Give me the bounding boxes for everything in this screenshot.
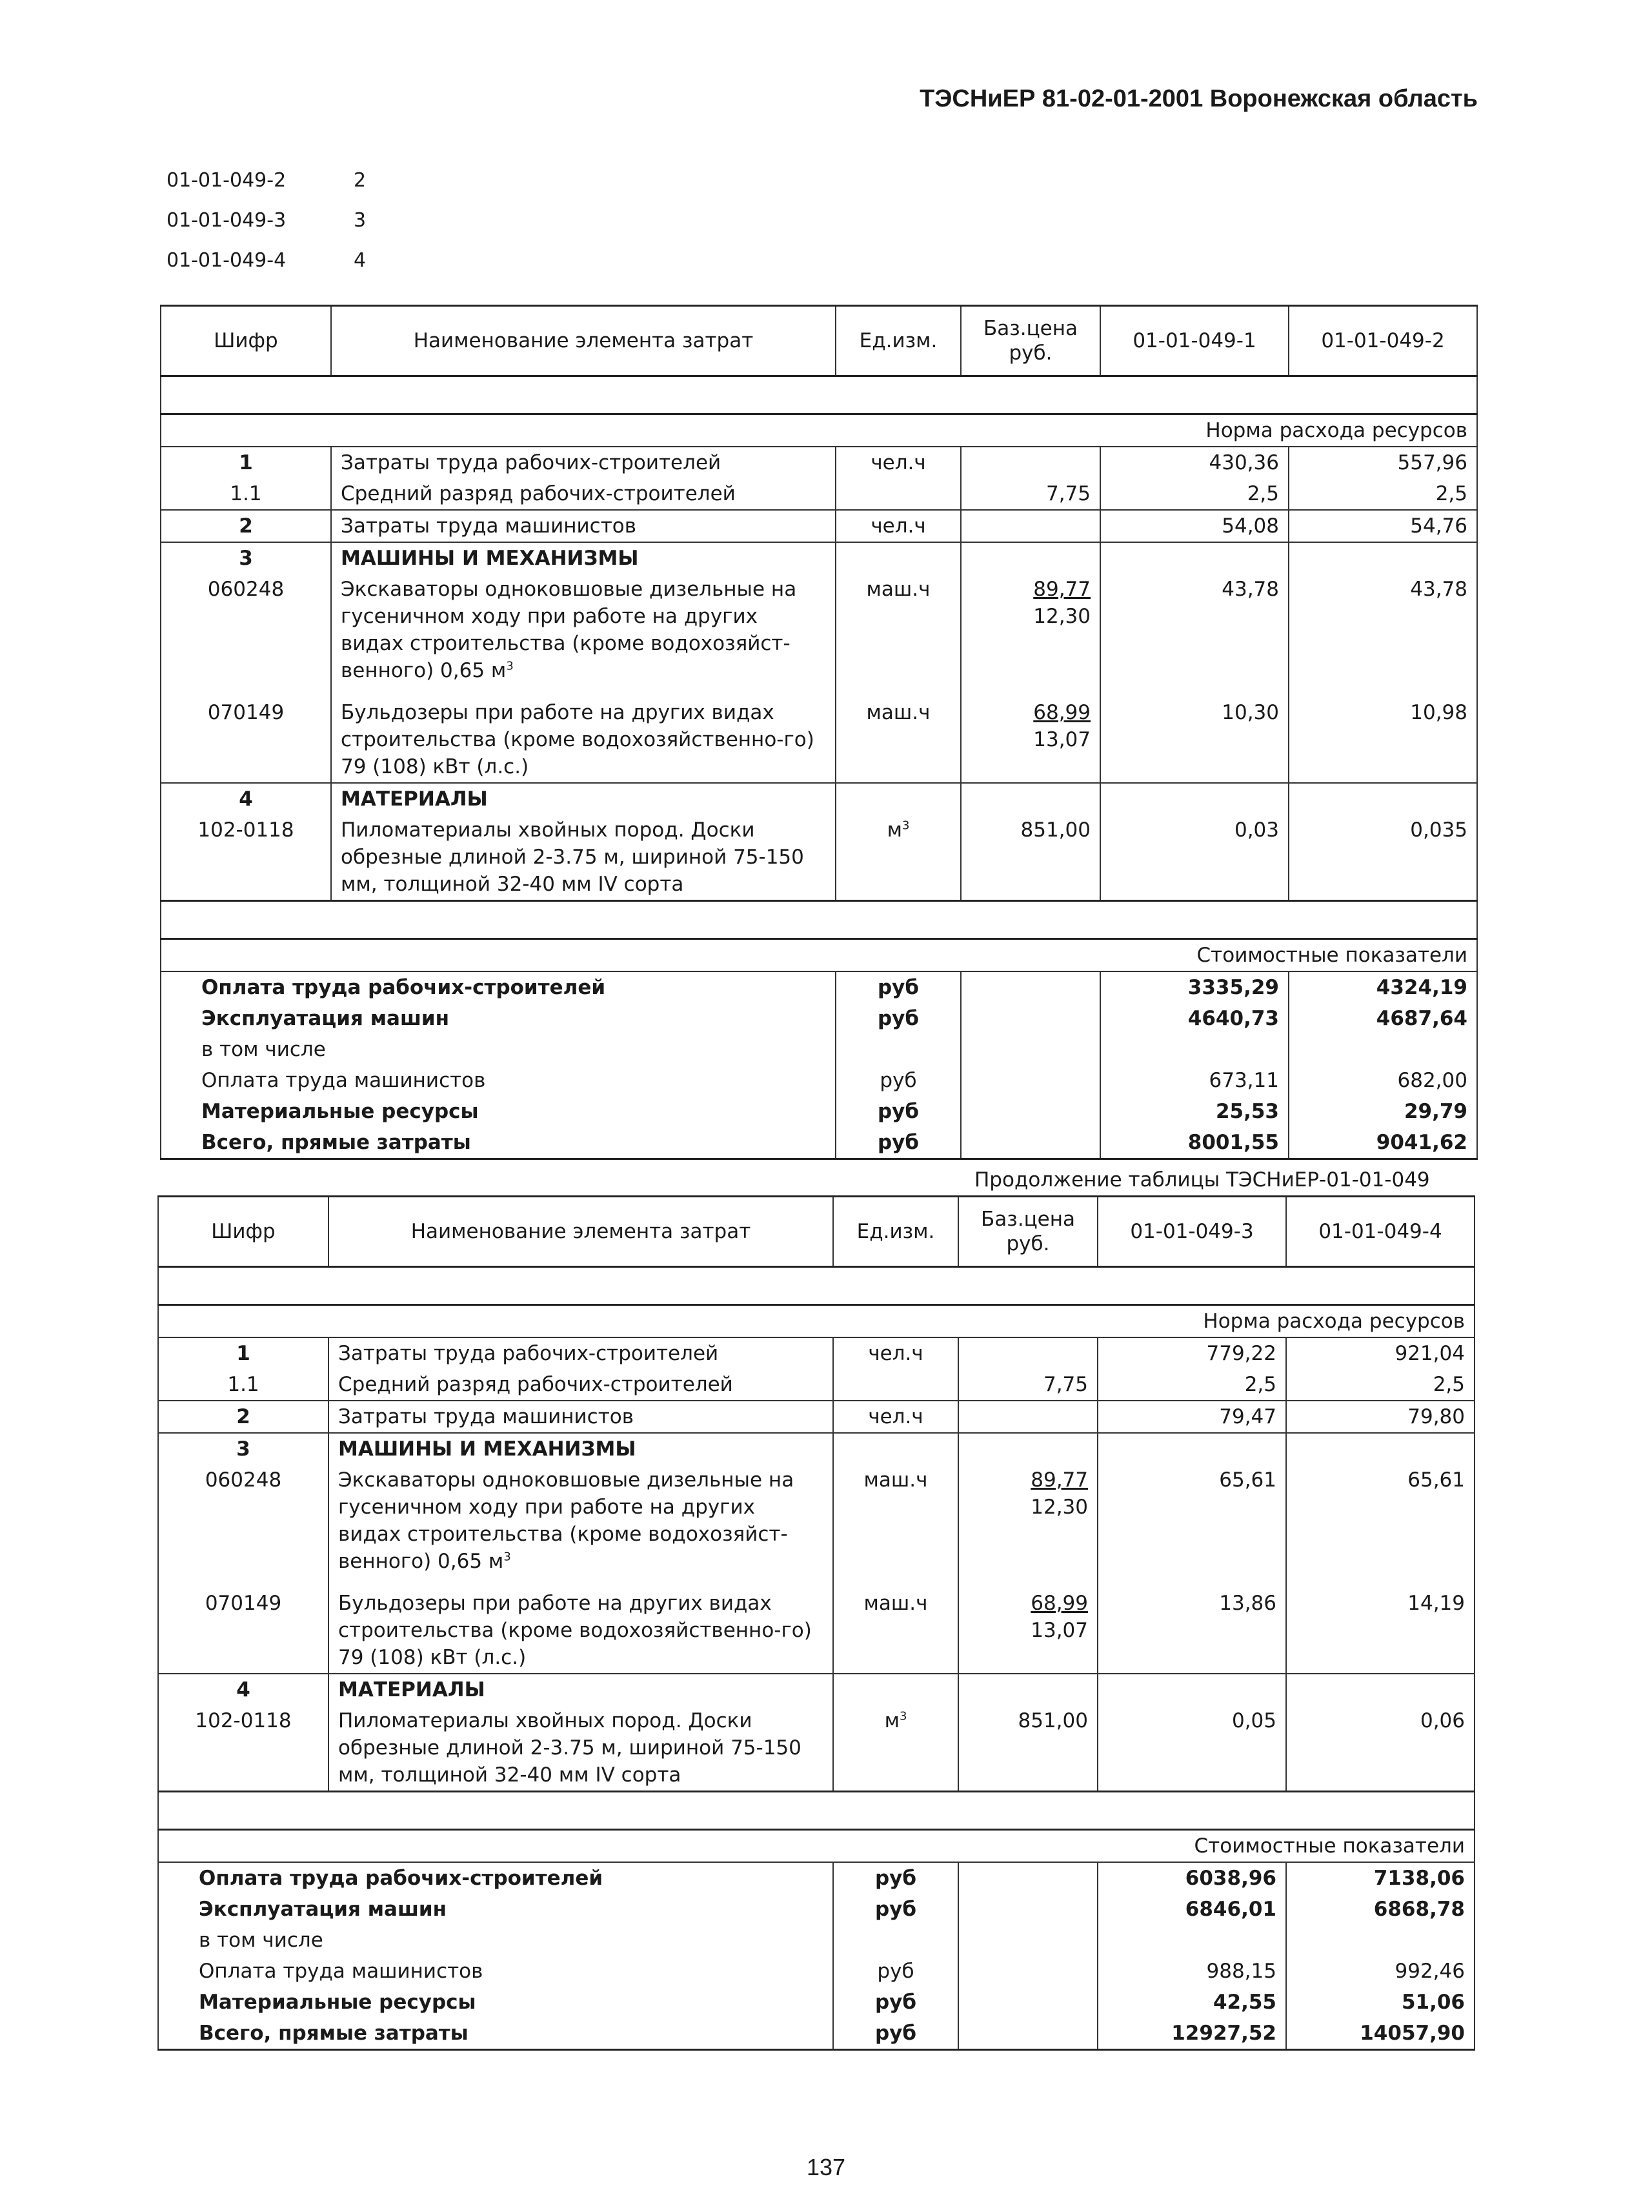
- row-unit: чел.ч: [836, 447, 961, 478]
- cost-row: [158, 1956, 1475, 1987]
- row-unit: [836, 478, 961, 510]
- row-value-b: 2,5: [1289, 478, 1477, 510]
- code: 01-01-049-2: [166, 169, 287, 192]
- col-header-price: Баз.цена руб.: [958, 1197, 1098, 1267]
- row-unit: чел.ч: [833, 1401, 958, 1433]
- row-value-b: 0,035: [1289, 815, 1477, 901]
- row-unit: $м^3$: [836, 815, 961, 901]
- row-cipher: 1: [158, 1337, 328, 1369]
- cost-value-a: 6846,01: [1098, 1894, 1286, 1925]
- cost-unit: руб: [836, 1096, 961, 1127]
- cost-unit: руб: [833, 1862, 958, 1894]
- table-row: [161, 815, 1477, 901]
- row-value-b: 921,04: [1286, 1337, 1475, 1369]
- col-header-code-b: 01-01-049-4: [1286, 1197, 1475, 1267]
- cost-label: Оплата труда рабочих-строителей: [158, 1862, 833, 1894]
- row-cipher: 4: [158, 1674, 328, 1705]
- row-name: Затраты труда рабочих-строителей: [331, 447, 836, 478]
- cost-value-a: 6038,96: [1098, 1862, 1286, 1894]
- row-value-b: 10,98: [1289, 686, 1477, 783]
- cost-value-b: 9041,62: [1289, 1127, 1477, 1159]
- row-price: 89,77 12,30: [958, 1465, 1098, 1577]
- cost-label: Оплата труда рабочих-строителей: [161, 971, 836, 1003]
- row-name: Затраты труда рабочих-строителей: [328, 1337, 833, 1369]
- cost-label: Эксплуатация машин: [158, 1894, 833, 1925]
- table-row: [161, 510, 1477, 542]
- row-cipher: 1: [161, 447, 331, 478]
- row-unit: [833, 1369, 958, 1401]
- cost-label: Материальные ресурсы: [158, 1987, 833, 2018]
- cost-unit: руб: [836, 971, 961, 1003]
- section-cost-label: Стоимостные показатели: [161, 939, 1477, 972]
- row-price: 68,99 13,07: [958, 1577, 1098, 1674]
- row-unit: чел.ч: [836, 510, 961, 542]
- code-list-item: [166, 169, 366, 209]
- code-list: [166, 169, 366, 289]
- row-value-b: 65,61: [1286, 1465, 1475, 1577]
- row-name: Средний разряд рабочих-строителей: [331, 478, 836, 510]
- table-row: [161, 783, 1477, 815]
- section-cost-row: [161, 939, 1477, 972]
- row-cipher: 070149: [158, 1577, 328, 1674]
- row-name: Затраты труда машинистов: [328, 1401, 833, 1433]
- cost-value-b: 51,06: [1286, 1987, 1475, 2018]
- row-value-b: 557,96: [1289, 447, 1477, 478]
- row-cipher: 2: [158, 1401, 328, 1433]
- col-header-unit: Ед.изм.: [833, 1197, 958, 1267]
- col-header-unit: Ед.изм.: [836, 306, 961, 376]
- row-price: [961, 510, 1100, 542]
- table-row: [158, 1433, 1475, 1465]
- cost-value-a: 4640,73: [1100, 1003, 1289, 1034]
- row-price: 851,00: [961, 815, 1100, 901]
- table-row: [158, 1577, 1475, 1674]
- row-value-a: 13,86: [1098, 1577, 1286, 1674]
- row-value-b: 0,06: [1286, 1705, 1475, 1792]
- row-name: Средний разряд рабочих-строителей: [328, 1369, 833, 1401]
- cost-row: [158, 2018, 1475, 2050]
- table-spacer-row: [161, 376, 1477, 414]
- col-header-name: Наименование элемента затрат: [328, 1197, 833, 1267]
- table-row: [161, 447, 1477, 478]
- code-number: 3: [354, 209, 367, 232]
- cost-row: [161, 1127, 1477, 1159]
- row-value-a: 54,08: [1100, 510, 1289, 542]
- row-cipher: 4: [161, 783, 331, 815]
- table-header-row: [158, 1197, 1475, 1267]
- cost-unit: руб: [836, 1127, 961, 1159]
- table-spacer-row: [158, 1792, 1475, 1830]
- row-name: Пиломатериалы хвойных пород. Доски обрезные длиной 2-3.75 м, шириной 75-150 мм, толщиной 32-40 мм IV сорта: [331, 815, 836, 901]
- row-cipher: 102-0118: [158, 1705, 328, 1792]
- col-header-code-b: 01-01-049-2: [1289, 306, 1477, 376]
- table-row: [158, 1674, 1475, 1705]
- resource-table-1: [160, 305, 1478, 1160]
- section-cost-row: [158, 1830, 1475, 1863]
- cost-label: Всего, прямые затраты: [161, 1127, 836, 1159]
- code-list-item: [166, 249, 366, 289]
- col-header-cipher: Шифр: [161, 306, 331, 376]
- row-name: Экскаваторы одноковшовые дизельные на гусеничном ходу при работе на других видах строительства (кроме водохозяйст-венного) 0,65 $м^3$: [328, 1465, 833, 1577]
- cost-unit: руб: [836, 1003, 961, 1034]
- row-price: 7,75: [958, 1369, 1098, 1401]
- row-value-a: 43,78: [1100, 574, 1289, 686]
- cost-label: Оплата труда машинистов: [161, 1065, 836, 1096]
- code-list-item: [166, 209, 366, 249]
- row-price: [961, 447, 1100, 478]
- row-value-b: 43,78: [1289, 574, 1477, 686]
- section-norm-label: Норма расхода ресурсов: [158, 1305, 1475, 1338]
- row-value-a: 10,30: [1100, 686, 1289, 783]
- row-value-b: 54,76: [1289, 510, 1477, 542]
- row-unit: $м^3$: [833, 1705, 958, 1792]
- row-cipher: 102-0118: [161, 815, 331, 901]
- continuation-caption: Продолжение таблицы ТЭСНиЕР-01-01-049: [974, 1168, 1430, 1192]
- col-header-cipher: Шифр: [158, 1197, 328, 1267]
- row-cipher: 060248: [158, 1465, 328, 1577]
- table-spacer-row: [158, 1267, 1475, 1305]
- row-name: Бульдозеры при работе на других видах строительства (кроме водохозяйственно-го) 79 (108) кВт (л.с.): [328, 1577, 833, 1674]
- cost-label: в том числе: [161, 1034, 836, 1065]
- row-value-a: 79,47: [1098, 1401, 1286, 1433]
- table-row: [158, 1705, 1475, 1792]
- cost-row: [161, 971, 1477, 1003]
- row-name: Затраты труда машинистов: [331, 510, 836, 542]
- cost-value-b: 4687,64: [1289, 1003, 1477, 1034]
- document-header: ТЭСНиЕР 81-02-01-2001 Воронежская область: [920, 85, 1478, 112]
- row-price: 851,00: [958, 1705, 1098, 1792]
- cost-value-b: 6868,78: [1286, 1894, 1475, 1925]
- code: 01-01-049-3: [166, 209, 287, 232]
- cost-value-b: 14057,90: [1286, 2018, 1475, 2050]
- table-row: [161, 686, 1477, 783]
- cost-unit: руб: [833, 2018, 958, 2050]
- cost-value-a: 673,11: [1100, 1065, 1289, 1096]
- row-cipher: 060248: [161, 574, 331, 686]
- row-name: Экскаваторы одноковшовые дизельные на гусеничном ходу при работе на других видах строительства (кроме водохозяйст-венного) 0,65 $м^3$: [331, 574, 836, 686]
- row-name: МАТЕРИАЛЫ: [331, 783, 836, 815]
- row-unit: маш.ч: [833, 1577, 958, 1674]
- cost-row: [161, 1034, 1477, 1065]
- row-price: 89,77 12,30: [961, 574, 1100, 686]
- col-header-price: Баз.цена руб.: [961, 306, 1100, 376]
- row-name: МАШИНЫ И МЕХАНИЗМЫ: [331, 542, 836, 574]
- row-value-a: 430,36: [1100, 447, 1289, 478]
- row-unit: чел.ч: [833, 1337, 958, 1369]
- cost-row: [158, 1987, 1475, 2018]
- cost-row: [161, 1003, 1477, 1034]
- cost-value-b: 682,00: [1289, 1065, 1477, 1096]
- resource-table-2: [157, 1195, 1475, 2051]
- row-cipher: 1.1: [158, 1369, 328, 1401]
- cost-value-a: 12927,52: [1098, 2018, 1286, 2050]
- row-value-a: 65,61: [1098, 1465, 1286, 1577]
- cost-label: Материальные ресурсы: [161, 1096, 836, 1127]
- col-header-code-a: 01-01-049-3: [1098, 1197, 1286, 1267]
- col-header-name: Наименование элемента затрат: [331, 306, 836, 376]
- code-number: 2: [354, 169, 367, 192]
- row-value-a: 2,5: [1100, 478, 1289, 510]
- cost-value-a: 25,53: [1100, 1096, 1289, 1127]
- cost-unit: руб: [836, 1065, 961, 1096]
- row-name: Бульдозеры при работе на других видах строительства (кроме водохозяйственно-го) 79 (108) кВт (л.с.): [331, 686, 836, 783]
- row-cipher: 3: [158, 1433, 328, 1465]
- table-row: [158, 1369, 1475, 1401]
- row-price: 68,99 13,07: [961, 686, 1100, 783]
- row-value-b: 14,19: [1286, 1577, 1475, 1674]
- cost-row: [158, 1862, 1475, 1894]
- section-cost-label: Стоимостные показатели: [158, 1830, 1475, 1863]
- row-cipher: 2: [161, 510, 331, 542]
- section-norm-label: Норма расхода ресурсов: [161, 414, 1477, 447]
- cost-value-a: 988,15: [1098, 1956, 1286, 1987]
- row-unit: маш.ч: [836, 574, 961, 686]
- row-value-a: 0,03: [1100, 815, 1289, 901]
- table-row: [161, 574, 1477, 686]
- table-header-row: [161, 306, 1477, 376]
- row-name: МАТЕРИАЛЫ: [328, 1674, 833, 1705]
- cost-value-a: 8001,55: [1100, 1127, 1289, 1159]
- row-cipher: 070149: [161, 686, 331, 783]
- cost-value-b: 4324,19: [1289, 971, 1477, 1003]
- code: 01-01-049-4: [166, 249, 287, 272]
- cost-label: Эксплуатация машин: [161, 1003, 836, 1034]
- row-price: 7,75: [961, 478, 1100, 510]
- row-value-a: 779,22: [1098, 1337, 1286, 1369]
- section-norm-row: [161, 414, 1477, 447]
- code-number: 4: [354, 249, 367, 272]
- row-value-a: 0,05: [1098, 1705, 1286, 1792]
- row-value-b: 2,5: [1286, 1369, 1475, 1401]
- row-price: [958, 1337, 1098, 1369]
- page-number: 137: [806, 2154, 846, 2180]
- table-row: [158, 1337, 1475, 1369]
- row-value-a: 2,5: [1098, 1369, 1286, 1401]
- row-cipher: 1.1: [161, 478, 331, 510]
- cost-row: [161, 1096, 1477, 1127]
- table-row: [158, 1465, 1475, 1577]
- cost-value-b: 992,46: [1286, 1956, 1475, 1987]
- table-spacer-row: [161, 901, 1477, 939]
- row-unit: маш.ч: [836, 686, 961, 783]
- cost-label: Всего, прямые затраты: [158, 2018, 833, 2050]
- row-value-b: 79,80: [1286, 1401, 1475, 1433]
- cost-value-a: 42,55: [1098, 1987, 1286, 2018]
- col-header-code-a: 01-01-049-1: [1100, 306, 1289, 376]
- cost-label: в том числе: [158, 1925, 833, 1956]
- row-name: МАШИНЫ И МЕХАНИЗМЫ: [328, 1433, 833, 1465]
- cost-unit: руб: [833, 1894, 958, 1925]
- cost-row: [161, 1065, 1477, 1096]
- cost-value-b: 29,79: [1289, 1096, 1477, 1127]
- cost-value-b: 7138,06: [1286, 1862, 1475, 1894]
- section-norm-row: [158, 1305, 1475, 1338]
- row-price: [958, 1401, 1098, 1433]
- row-name: Пиломатериалы хвойных пород. Доски обрезные длиной 2-3.75 м, шириной 75-150 мм, толщиной 32-40 мм IV сорта: [328, 1705, 833, 1792]
- table-row: [161, 478, 1477, 510]
- cost-label: Оплата труда машинистов: [158, 1956, 833, 1987]
- cost-row: [158, 1925, 1475, 1956]
- table-row: [158, 1401, 1475, 1433]
- row-unit: маш.ч: [833, 1465, 958, 1577]
- cost-row: [158, 1894, 1475, 1925]
- cost-unit: руб: [833, 1956, 958, 1987]
- row-cipher: 3: [161, 542, 331, 574]
- table-row: [161, 542, 1477, 574]
- cost-value-a: 3335,29: [1100, 971, 1289, 1003]
- cost-unit: руб: [833, 1987, 958, 2018]
